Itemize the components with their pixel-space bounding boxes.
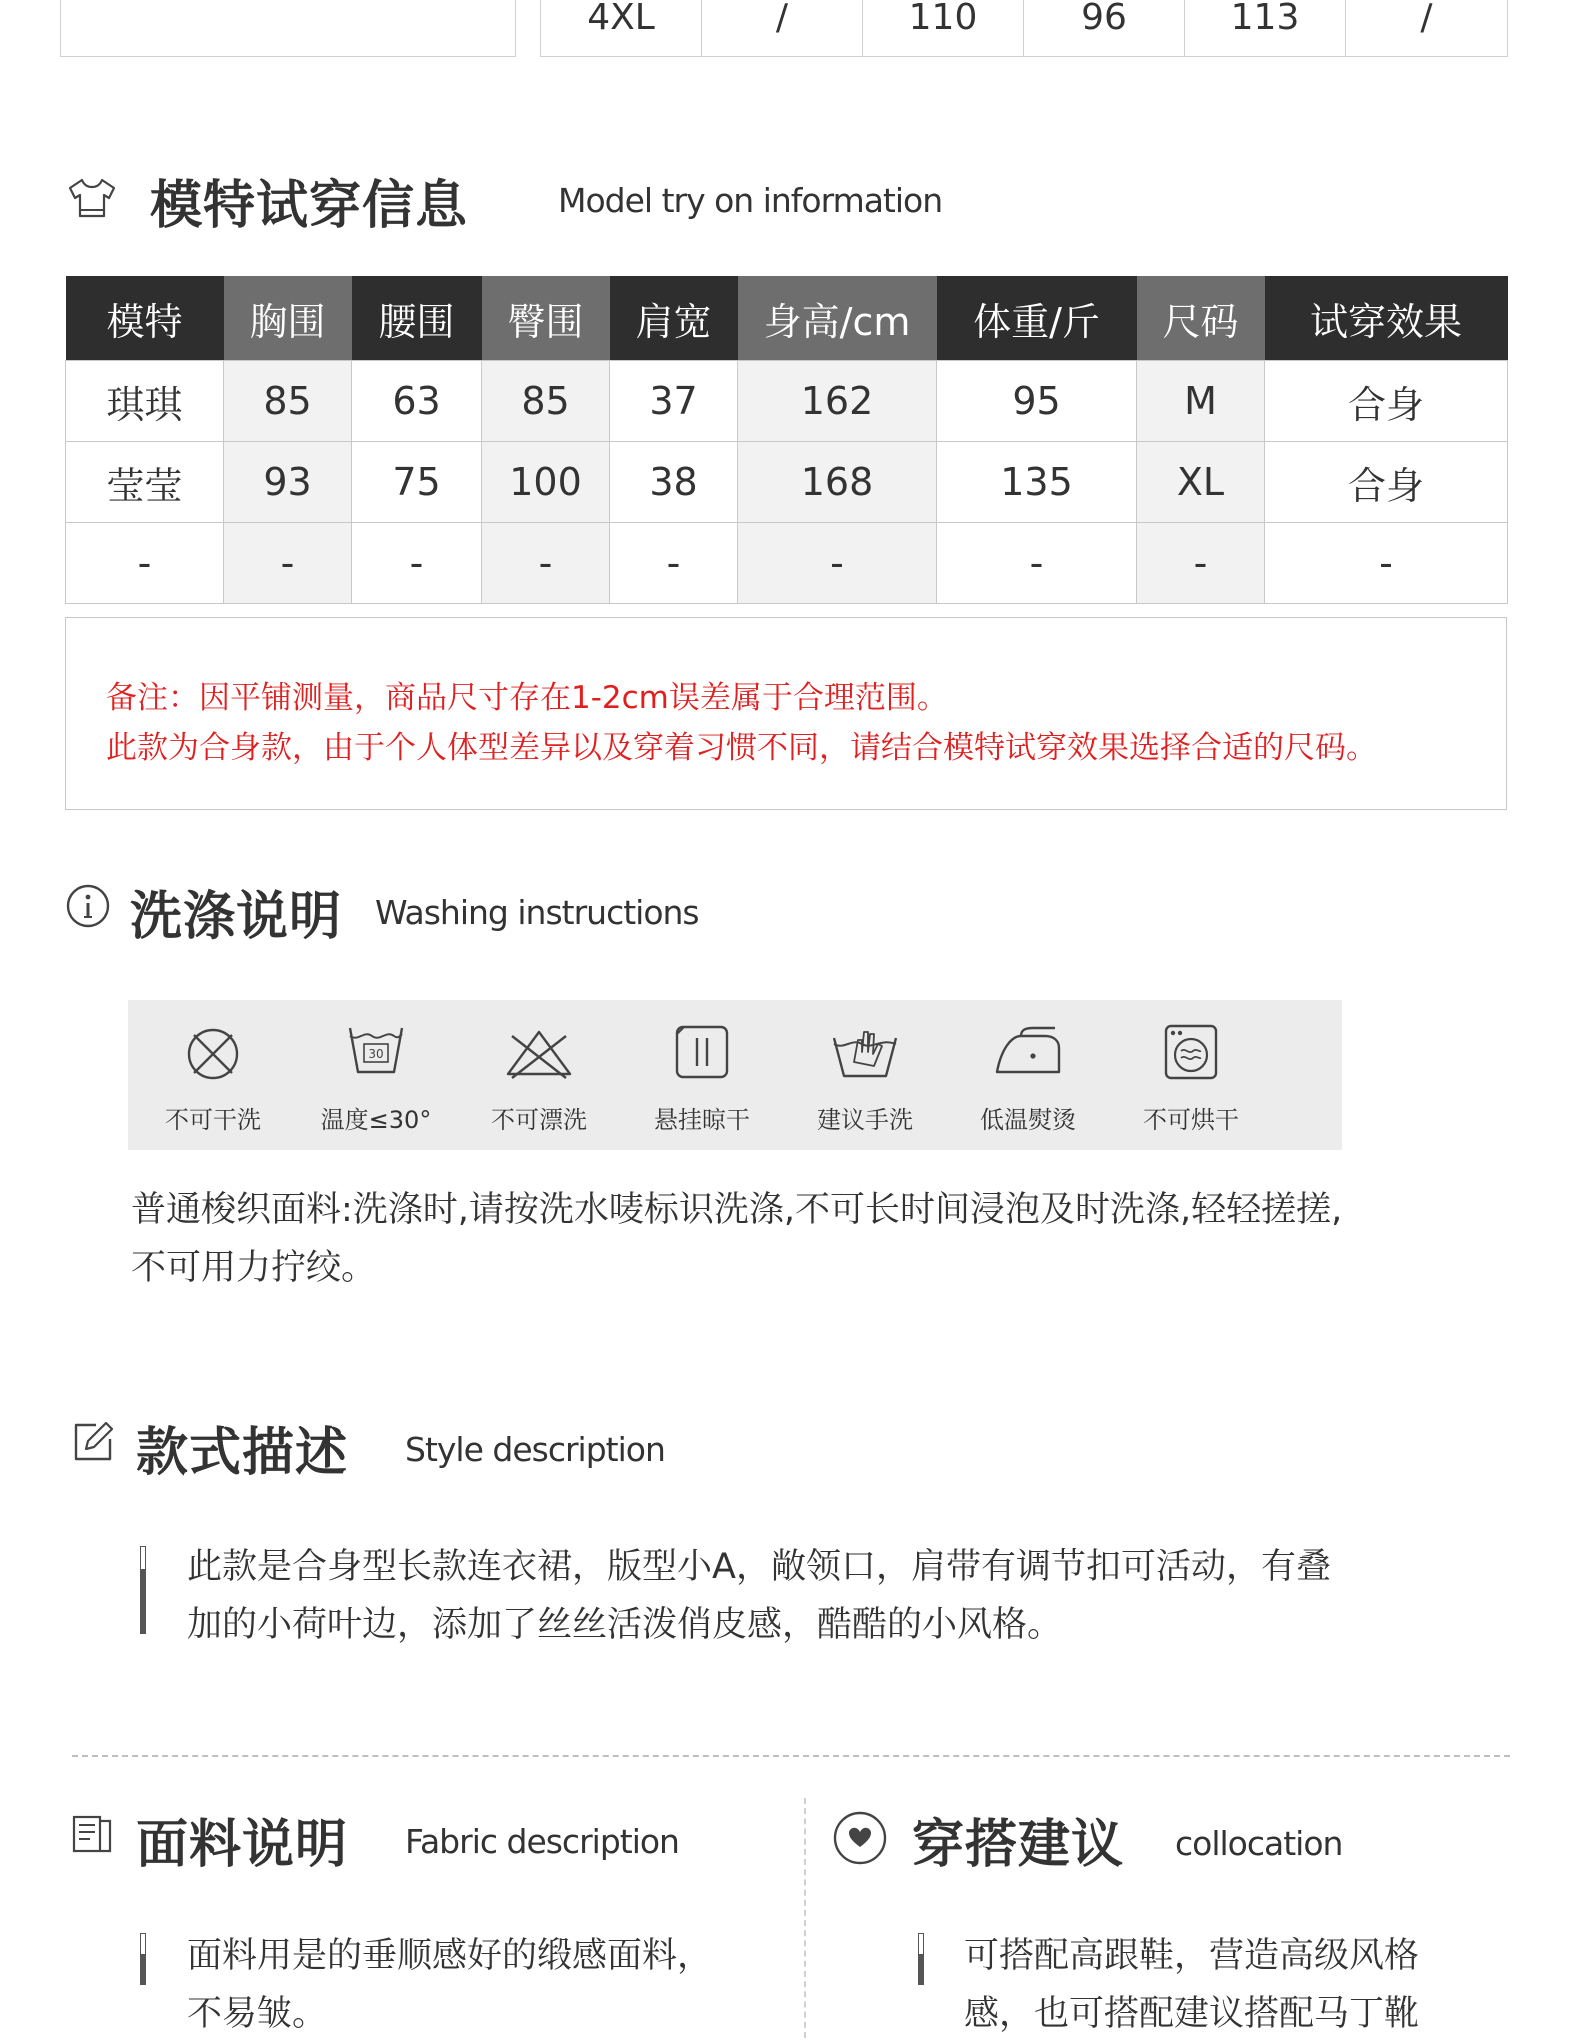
table-cell: 95 bbox=[937, 361, 1137, 442]
header-cell: 身高/cm bbox=[738, 276, 937, 361]
table-cell: 琪琪 bbox=[66, 361, 224, 442]
table-cell: - bbox=[610, 523, 738, 604]
wash-label: 不可烘干 bbox=[1143, 1106, 1239, 1134]
size-cell: 4XL bbox=[541, 0, 702, 56]
no-dry-clean-icon bbox=[183, 1022, 243, 1082]
wash-item-wash-30 bbox=[301, 1000, 451, 1150]
wash-item-no-dry-clean bbox=[138, 1000, 288, 1150]
note-line: 此款为合身款，由于个人体型差异以及穿着习惯不同，请结合模特试穿效果选择合适的尺码。 bbox=[106, 730, 1377, 766]
header-cell: 模特 bbox=[66, 276, 224, 361]
wash-item-hand-wash bbox=[790, 1000, 940, 1150]
size-cell: 113 bbox=[1185, 0, 1346, 56]
model-table-header bbox=[66, 276, 1508, 361]
table-cell: 100 bbox=[482, 442, 610, 523]
fabric-text-line: 面料用是的垂顺感好的缎感面料， bbox=[187, 1936, 713, 1976]
table-cell: 85 bbox=[482, 361, 610, 442]
table-cell: 162 bbox=[738, 361, 937, 442]
wash-label: 悬挂晾干 bbox=[654, 1106, 750, 1134]
no-bleach-icon bbox=[504, 1022, 574, 1082]
table-cell: 135 bbox=[937, 442, 1137, 523]
washing-text-line: 普通梭织面料:洗涤时,请按洗水唛标识洗涤,不可长时间浸泡及时洗涤,轻轻搓搓, bbox=[131, 1190, 1343, 1230]
style-text-line: 此款是合身型长款连衣裙，版型小A，敞领口，肩带有调节扣可活动，有叠 bbox=[187, 1547, 1331, 1587]
table-cell: 合身 bbox=[1265, 361, 1508, 442]
wash-30-icon bbox=[346, 1022, 406, 1082]
fabric-icon bbox=[70, 1811, 116, 1857]
table-cell: - bbox=[1265, 523, 1508, 604]
collocation-section-subtitle: collocation bbox=[1175, 1824, 1343, 1863]
table-row bbox=[66, 523, 1508, 604]
washing-section-subtitle: Washing instructions bbox=[375, 893, 699, 932]
collocation-text-line: 感，也可搭配建议搭配马丁靴 bbox=[964, 1994, 1420, 2034]
model-section-title: 模特试穿信息 bbox=[150, 176, 469, 236]
table-cell: 168 bbox=[738, 442, 937, 523]
table-cell: - bbox=[738, 523, 937, 604]
style-section-title: 款式描述 bbox=[136, 1423, 349, 1483]
tshirt-icon bbox=[66, 172, 116, 222]
size-cell: / bbox=[1420, 0, 1433, 38]
header-cell: 胸围 bbox=[224, 276, 352, 361]
hand-wash-icon bbox=[830, 1022, 900, 1082]
wash-label: 温度≤30° bbox=[320, 1106, 432, 1134]
section-divider bbox=[72, 1755, 1510, 1757]
style-text-line: 加的小荷叶边，添加了丝丝活泼俏皮感，酷酷的小风格。 bbox=[187, 1605, 1063, 1645]
header-cell: 腰围 bbox=[352, 276, 482, 361]
heart-icon bbox=[832, 1810, 888, 1866]
size-table-row-4xl bbox=[540, 0, 1508, 57]
model-table bbox=[65, 276, 1508, 604]
size-cell: 96 bbox=[1024, 0, 1185, 56]
table-cell: 63 bbox=[352, 361, 482, 442]
wash-item-hang-dry bbox=[627, 1000, 777, 1150]
wash-label: 低温熨烫 bbox=[980, 1106, 1076, 1134]
collocation-quote-bar-cap bbox=[918, 1933, 924, 1955]
low-iron-icon bbox=[993, 1022, 1063, 1082]
size-cell: / bbox=[702, 0, 863, 56]
size-note-box bbox=[65, 617, 1507, 810]
table-cell: - bbox=[482, 523, 610, 604]
wash-item-no-bleach bbox=[464, 1000, 614, 1150]
no-tumble-dry-icon bbox=[1161, 1022, 1221, 1082]
hang-dry-icon bbox=[672, 1022, 732, 1082]
model-section-subtitle: Model try on information bbox=[558, 181, 943, 220]
table-cell: 75 bbox=[352, 442, 482, 523]
header-cell: 肩宽 bbox=[610, 276, 738, 361]
wash-label: 不可干洗 bbox=[165, 1106, 261, 1134]
table-cell: - bbox=[1137, 523, 1265, 604]
table-cell: 合身 bbox=[1265, 442, 1508, 523]
table-cell: - bbox=[352, 523, 482, 604]
table-cell: - bbox=[66, 523, 224, 604]
note-line: 备注：因平铺测量，商品尺寸存在1-2cm误差属于合理范围。 bbox=[106, 680, 948, 716]
wash-item-no-tumble-dry bbox=[1116, 1000, 1266, 1150]
size-table-left-cell bbox=[60, 0, 516, 57]
table-cell: M bbox=[1137, 361, 1265, 442]
table-row bbox=[66, 361, 1508, 442]
fabric-quote-bar-cap bbox=[140, 1933, 146, 1955]
table-cell: - bbox=[224, 523, 352, 604]
info-icon bbox=[65, 883, 111, 929]
style-quote-bar-cap bbox=[140, 1546, 146, 1570]
fabric-text-line: 不易皱。 bbox=[187, 1994, 328, 2034]
wash-item-low-iron bbox=[953, 1000, 1103, 1150]
table-cell: 93 bbox=[224, 442, 352, 523]
collocation-text-line: 可搭配高跟鞋，营造高级风格 bbox=[964, 1936, 1420, 1976]
wash-temp-text: 30 bbox=[368, 1047, 384, 1061]
table-cell: 莹莹 bbox=[66, 442, 224, 523]
edit-icon bbox=[70, 1419, 116, 1465]
washing-icons-panel bbox=[128, 1000, 1342, 1150]
fabric-section-title: 面料说明 bbox=[136, 1815, 349, 1875]
style-section-subtitle: Style description bbox=[405, 1430, 665, 1469]
table-cell: 85 bbox=[224, 361, 352, 442]
table-cell: XL bbox=[1137, 442, 1265, 523]
washing-section-title: 洗涤说明 bbox=[130, 887, 343, 947]
table-cell: 37 bbox=[610, 361, 738, 442]
fabric-section-subtitle: Fabric description bbox=[405, 1822, 679, 1861]
table-cell: - bbox=[937, 523, 1137, 604]
table-row bbox=[66, 442, 1508, 523]
column-divider bbox=[804, 1798, 806, 2038]
size-cell: 110 bbox=[863, 0, 1024, 56]
table-cell: 38 bbox=[610, 442, 738, 523]
wash-label: 建议手洗 bbox=[817, 1106, 913, 1134]
header-cell: 尺码 bbox=[1137, 276, 1265, 361]
wash-label: 不可漂洗 bbox=[491, 1106, 587, 1134]
header-cell: 臀围 bbox=[482, 276, 610, 361]
header-cell: 体重/斤 bbox=[937, 276, 1137, 361]
header-cell: 试穿效果 bbox=[1265, 276, 1508, 361]
washing-text-line: 不可用力拧绞。 bbox=[131, 1248, 377, 1288]
collocation-section-title: 穿搭建议 bbox=[912, 1815, 1125, 1875]
